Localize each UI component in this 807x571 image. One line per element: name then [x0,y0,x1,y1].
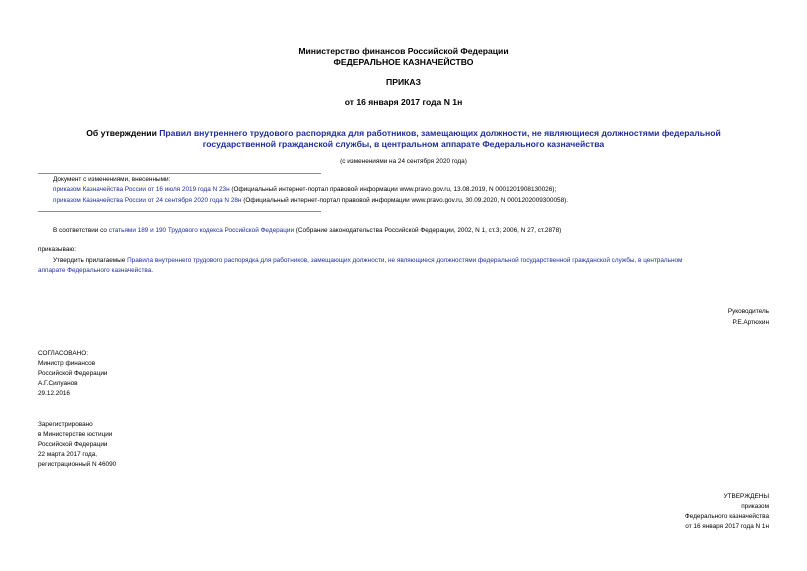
order-verb: приказываю: [38,246,76,253]
approved-rules-link[interactable]: Правила внутреннего трудового распорядка для работников, замещающих должности, не являющиеся должностями федеральной государственной гражданской службы, в центральном [127,257,683,264]
change-source: (Официальный интернет-портал правовой информации www.pravo.gov.ru, 13.08.2019, N 0001201908130026); [229,186,557,193]
change-item [53,196,568,206]
divider-bottom [38,211,321,212]
signatory-role: Руководитель [727,308,769,315]
divider-top [38,173,321,174]
registration-line: в Министерстве юстиции [38,431,113,438]
labor-code-link[interactable]: статьями 189 и 190 Трудового кодекса Российской Федерации [108,227,295,234]
approved-line: от 16 января 2017 года N 1н [685,523,769,530]
change-link[interactable]: приказом Казначейства России от 24 сентября 2020 года N 28н [53,197,242,204]
agreed-line: Министр финансов [38,360,96,367]
signatory-name: Р.Е.Артюхин [732,319,769,326]
document-type: ПРИКАЗ [386,77,421,87]
registration-line: 22 марта 2017 года, [38,451,98,458]
ministry-name: Министерство финансов Российской Федерации [298,46,509,56]
change-source: (Официальный интернет-портал правовой информации www.pravo.gov.ru, 30.09.2020, N 0001202009300058). [241,197,569,204]
registration-block [38,420,116,470]
rules-title-link-continued[interactable]: государственной гражданской службы, в центральном аппарате Федерального казначейства [202,139,605,149]
agreed-line: Российской Федерации [38,370,108,377]
registration-line: Российской Федерации [38,441,108,448]
approved-line: УТВЕРЖДЕНЫ [723,493,769,500]
document-title-line1 [0,128,807,139]
registration-line: регистрационный N 46090 [38,461,117,468]
approved-line: приказом [741,503,769,510]
approved-block [685,492,769,532]
changes-intro: Документ с изменениями, внесенными: [53,176,171,183]
agreed-line: 29.12.2016 [38,390,70,397]
basis-prefix: В соответствии со [53,227,109,234]
legal-basis [53,226,561,236]
approved-rules-link-continued[interactable]: аппарате Федерального казначейства [38,267,152,274]
agreed-line: А.Г.Силуанов [38,380,78,387]
title-prefix: Об утверждении [86,128,160,138]
approve-prefix: Утвердить прилагаемые [53,257,128,264]
agreed-line: СОГЛАСОВАНО: [38,350,88,357]
registration-line: Зарегистрировано [38,421,93,428]
approve-suffix: . [151,267,154,274]
basis-source: (Собрание законодательства Российской Федерации, 2002, N 1, ст.3; 2006, N 27, ст.2878) [294,227,562,234]
change-link[interactable]: приказом Казначейства России от 16 июля 2019 года N 23н [53,186,230,193]
document-date-number: от 16 января 2017 года N 1н [344,97,463,107]
agency-name: ФЕДЕРАЛЬНОЕ КАЗНАЧЕЙСТВО [333,57,474,67]
revision-note: (с изменениями на 24 сентября 2020 года) [340,158,467,165]
agreed-block [38,349,108,399]
approved-line: Федерального казначейства [684,513,769,520]
approve-paragraph-line1 [53,256,773,266]
change-item [53,185,556,195]
rules-title-link[interactable]: Правил внутреннего трудового распорядка для работников, замещающих должности, не являющиеся должностями федеральной [159,128,721,138]
approve-paragraph-line2 [38,266,153,276]
